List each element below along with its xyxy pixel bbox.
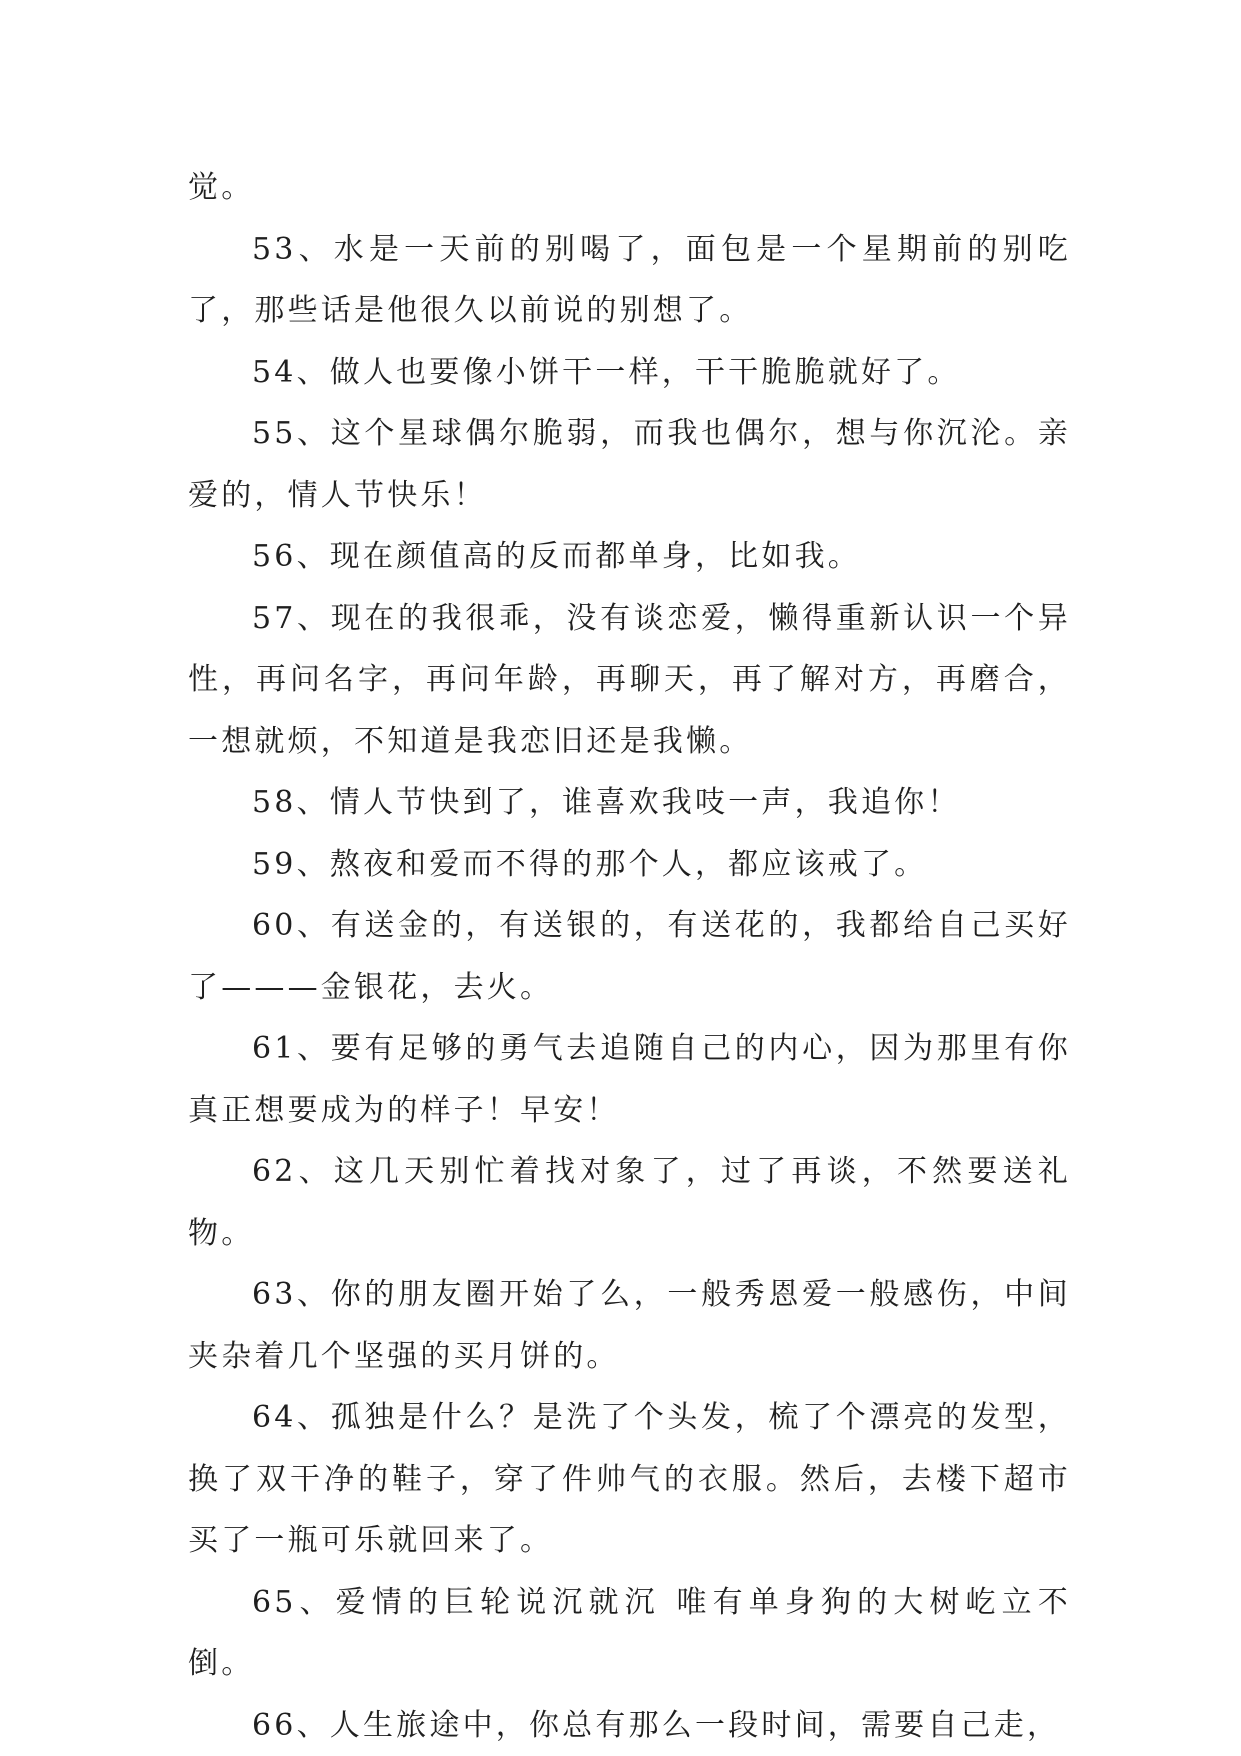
paragraph-54: 54、做人也要像小饼干一样，干干脆脆就好了。	[188, 342, 1071, 404]
paragraph-63: 63、你的朋友圈开始了么，一般秀恩爱一般感伤，中间夹杂着几个坚强的买月饼的。	[188, 1264, 1071, 1387]
paragraph-62: 62、这几天别忙着找对象了，过了再谈，不然要送礼物。	[188, 1141, 1071, 1264]
paragraph-59: 59、熬夜和爱而不得的那个人，都应该戒了。	[188, 834, 1071, 896]
paragraph-60: 60、有送金的，有送银的，有送花的，我都给自己买好了———金银花，去火。	[188, 895, 1071, 1018]
paragraph-61: 61、要有足够的勇气去追随自己的内心，因为那里有你真正想要成为的样子！早安！	[188, 1018, 1071, 1141]
paragraph-65: 65、爱情的巨轮说沉就沉 唯有单身狗的大树屹立不倒。	[188, 1572, 1071, 1695]
paragraph-58: 58、情人节快到了，谁喜欢我吱一声，我追你！	[188, 772, 1071, 834]
document-body	[188, 157, 1071, 1756]
paragraph-56: 56、现在颜值高的反而都单身，比如我。	[188, 526, 1071, 588]
paragraph-64: 64、孤独是什么？是洗了个头发，梳了个漂亮的发型，换了双干净的鞋子，穿了件帅气的衣服。然后，去楼下超市买了一瓶可乐就回来了。	[188, 1387, 1071, 1572]
paragraph-continued: 觉。	[188, 157, 1071, 219]
paragraph-57: 57、现在的我很乖，没有谈恋爱，懒得重新认识一个异性，再问名字，再问年龄，再聊天，再了解对方，再磨合，一想就烦，不知道是我恋旧还是我懒。	[188, 588, 1071, 773]
paragraph-53: 53、水是一天前的别喝了，面包是一个星期前的别吃了，那些话是他很久以前说的别想了。	[188, 219, 1071, 342]
paragraph-66: 66、人生旅途中，你总有那么一段时间，需要自己走，	[188, 1695, 1071, 1756]
paragraph-55: 55、这个星球偶尔脆弱，而我也偶尔，想与你沉沦。亲爱的，情人节快乐！	[188, 403, 1071, 526]
